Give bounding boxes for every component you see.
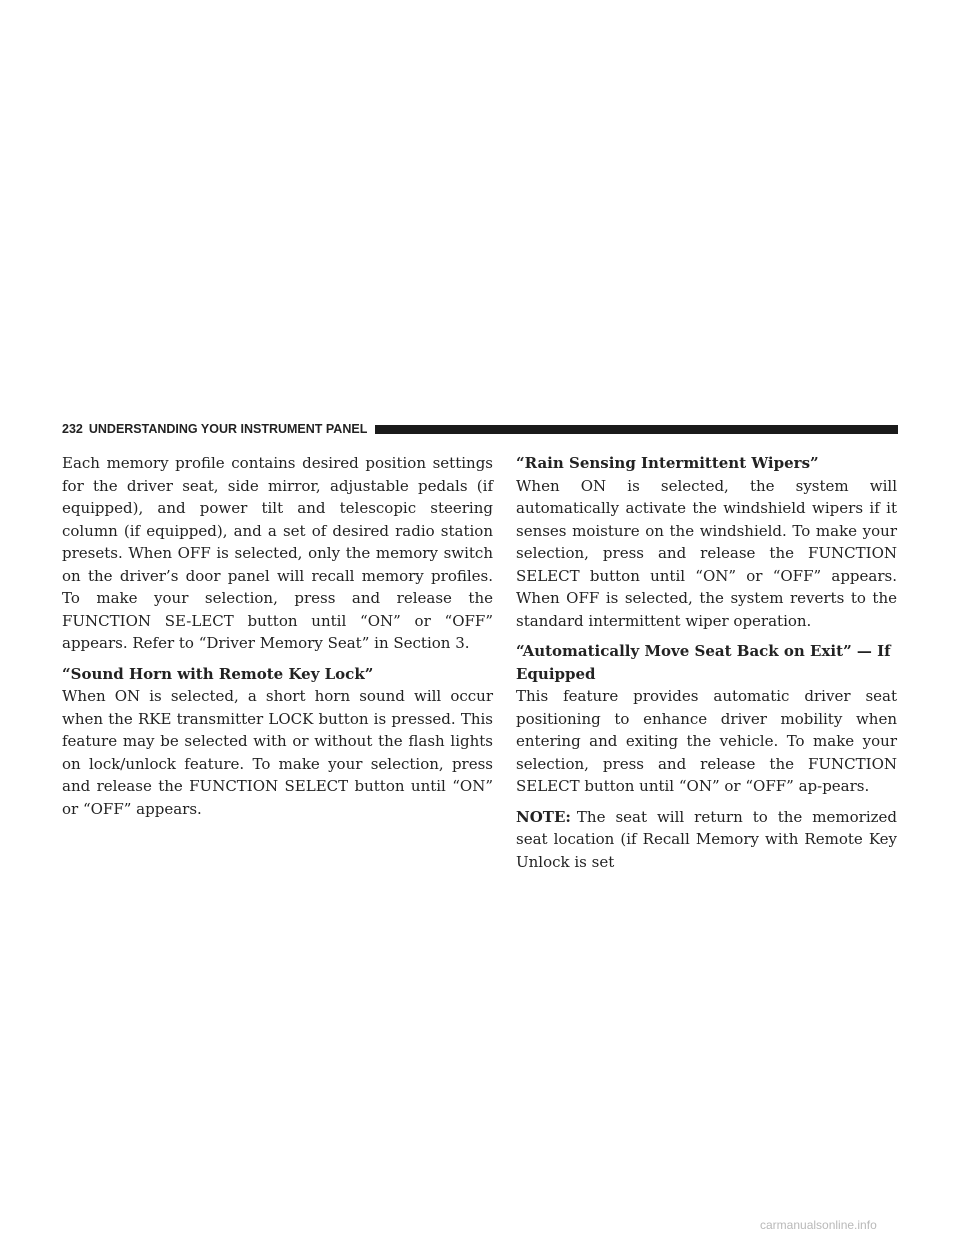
sound-horn-heading: “Sound Horn with Remote Key Lock” xyxy=(62,664,374,683)
move-seat-heading: “Automatically Move Seat Back on Exit” — If Equipped xyxy=(516,642,891,683)
right-column xyxy=(516,452,897,881)
note-paragraph xyxy=(516,806,897,874)
section-title: UNDERSTANDING YOUR INSTRUMENT PANEL xyxy=(88,422,368,436)
left-column xyxy=(62,452,493,828)
rain-sensing-paragraph: When ON is selected, the system will automatically activate the windshield wipers if it senses moisture on the windshield. To make your selection, press and release the FUNCTION SELECT button until “ON” or “OFF” appears. When OFF is selected, the system reverts to the standard intermittent wiper operation. xyxy=(516,476,897,630)
sound-horn-paragraph: When ON is selected, a short horn sound will occur when the RKE transmitter LOCK button is pressed. This feature may be selected with or without the flash lights on lock/unlock feature. To make your selection, press and release the FUNCTION SELECT button until “ON” or “OFF” appears. xyxy=(62,687,493,818)
rain-sensing-heading: “Rain Sensing Intermittent Wipers” xyxy=(516,454,819,472)
note-label: NOTE: xyxy=(516,807,571,826)
move-seat-paragraph: This feature provides automatic driver seat positioning to enhance driver mobility when entering and exiting the vehicle. To make your selection, press and release the FUNCTION SELECT button until “ON” or “OFF” ap-pears. xyxy=(516,687,897,795)
page-header xyxy=(62,422,898,436)
page-number: 232 xyxy=(62,422,83,436)
watermark: carmanualsonline.info xyxy=(760,1218,877,1232)
note-text: The seat will return to the memorized seat location (if Recall Memory with Remote Key Unlock is set xyxy=(516,807,897,871)
memory-profile-paragraph: Each memory profile contains desired position settings for the driver seat, side mirror, adjustable pedals (if equipped), and power tilt and telescopic steering column (if equipped), and a set of desired radio station presets. When OFF is selected, only the memory switch on the driver’s door panel will recall memory profiles. To make your selection, press and release the FUNCTION SE-LECT button until “ON” or “OFF” appears. Refer to “Driver Memory Seat” in Section 3. xyxy=(62,454,493,652)
header-rule xyxy=(375,425,898,434)
